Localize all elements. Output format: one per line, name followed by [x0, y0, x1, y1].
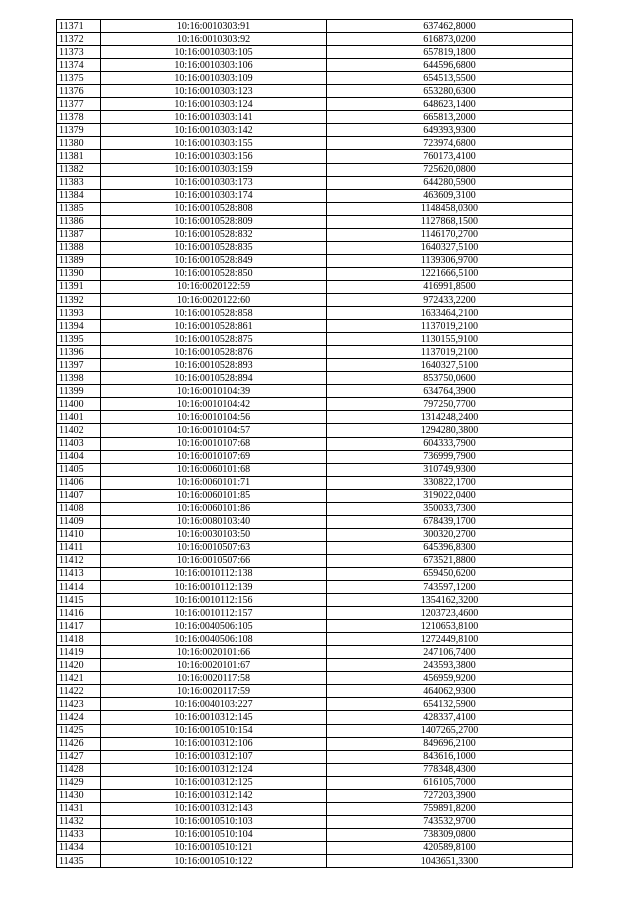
table-row [57, 737, 573, 750]
cadastral-value-cell: 1203723,4600 [327, 607, 573, 620]
cadastral-value-cell: 1407265,2700 [327, 724, 573, 737]
cadastral-number-cell: 10:16:0010303:123 [101, 85, 327, 98]
table-row [57, 163, 573, 176]
row-number-cell: 11386 [57, 215, 101, 228]
cadastral-number-cell: 10:16:0010312:107 [101, 750, 327, 763]
cadastral-number-cell: 10:16:0010510:104 [101, 828, 327, 841]
row-number-cell: 11381 [57, 150, 101, 163]
cadastral-number-cell: 10:16:0020101:67 [101, 659, 327, 672]
cadastral-value-cell: 760173,4100 [327, 150, 573, 163]
table-row [57, 541, 573, 554]
cadastral-value-cell: 604333,7900 [327, 437, 573, 450]
cadastral-number-cell: 10:16:0040103:227 [101, 698, 327, 711]
row-number-cell: 11383 [57, 176, 101, 189]
cadastral-number-cell: 10:16:0010528:858 [101, 307, 327, 320]
cadastral-number-cell: 10:16:0010510:154 [101, 724, 327, 737]
table-row [57, 398, 573, 411]
cadastral-number-cell: 10:16:0010312:145 [101, 711, 327, 724]
row-number-cell: 11415 [57, 594, 101, 607]
table-row [57, 828, 573, 841]
row-number-cell: 11407 [57, 489, 101, 502]
table-row [57, 254, 573, 267]
cadastral-value-cell: 1221666,5100 [327, 267, 573, 280]
row-number-cell: 11403 [57, 437, 101, 450]
cadastral-number-cell: 10:16:0030103:50 [101, 528, 327, 541]
cadastral-number-cell: 10:16:0010303:109 [101, 72, 327, 85]
table-row [57, 241, 573, 254]
table-row [57, 646, 573, 659]
row-number-cell: 11392 [57, 293, 101, 306]
cadastral-value-cell: 1139306,9700 [327, 254, 573, 267]
row-number-cell: 11397 [57, 359, 101, 372]
table-body [57, 20, 573, 868]
cadastral-value-cell: 654513,5500 [327, 72, 573, 85]
cadastral-value-cell: 759891,8200 [327, 802, 573, 815]
cadastral-value-cell: 849696,2100 [327, 737, 573, 750]
cadastral-value-cell: 616873,0200 [327, 33, 573, 46]
cadastral-number-cell: 10:16:0010312:125 [101, 776, 327, 789]
table-row [57, 424, 573, 437]
table-row [57, 33, 573, 46]
cadastral-value-cell: 1633464,2100 [327, 307, 573, 320]
row-number-cell: 11405 [57, 463, 101, 476]
table-row [57, 567, 573, 580]
cadastral-value-cell: 464062,9300 [327, 685, 573, 698]
table-row [57, 98, 573, 111]
cadastral-value-cell: 743532,9700 [327, 815, 573, 828]
cadastral-value-cell: 416991,8500 [327, 280, 573, 293]
table-row [57, 841, 573, 854]
cadastral-number-cell: 10:16:0010528:808 [101, 202, 327, 215]
cadastral-number-cell: 10:16:0010104:39 [101, 385, 327, 398]
cadastral-number-cell: 10:16:0010303:92 [101, 33, 327, 46]
cadastral-value-cell: 319022,0400 [327, 489, 573, 502]
table-row [57, 620, 573, 633]
cadastral-value-cell: 736999,7900 [327, 450, 573, 463]
cadastral-value-cell: 428337,4100 [327, 711, 573, 724]
cadastral-value-cell: 300320,2700 [327, 528, 573, 541]
table-row [57, 450, 573, 463]
row-number-cell: 11395 [57, 333, 101, 346]
cadastral-number-cell: 10:16:0010303:106 [101, 59, 327, 72]
cadastral-number-cell: 10:16:0010112:157 [101, 607, 327, 620]
table-row [57, 385, 573, 398]
cadastral-value-cell: 456959,9200 [327, 672, 573, 685]
cadastral-value-cell: 634764,3900 [327, 385, 573, 398]
cadastral-number-cell: 10:16:0010303:124 [101, 98, 327, 111]
cadastral-value-cell: 654132,5900 [327, 698, 573, 711]
cadastral-value-cell: 645396,8300 [327, 541, 573, 554]
cadastral-number-cell: 10:16:0060101:68 [101, 463, 327, 476]
row-number-cell: 11423 [57, 698, 101, 711]
table-row [57, 607, 573, 620]
row-number-cell: 11430 [57, 789, 101, 802]
row-number-cell: 11412 [57, 554, 101, 567]
table-row [57, 202, 573, 215]
table-row [57, 215, 573, 228]
cadastral-value-cell: 330822,1700 [327, 476, 573, 489]
cadastral-value-cell: 653280,6300 [327, 85, 573, 98]
table-row [57, 776, 573, 789]
row-number-cell: 11394 [57, 320, 101, 333]
cadastral-value-cell: 1294280,3800 [327, 424, 573, 437]
table-row [57, 724, 573, 737]
cadastral-number-cell: 10:16:0010112:138 [101, 567, 327, 580]
table-row [57, 594, 573, 607]
table-row [57, 293, 573, 306]
cadastral-value-cell: 644280,5900 [327, 176, 573, 189]
table-row [57, 307, 573, 320]
cadastral-number-cell: 10:16:0020122:60 [101, 293, 327, 306]
row-number-cell: 11389 [57, 254, 101, 267]
cadastral-value-cell: 797250,7700 [327, 398, 573, 411]
cadastral-number-cell: 10:16:0010303:156 [101, 150, 327, 163]
cadastral-value-cell: 843616,1000 [327, 750, 573, 763]
cadastral-number-cell: 10:16:0010510:103 [101, 815, 327, 828]
row-number-cell: 11390 [57, 267, 101, 280]
cadastral-value-cell: 1354162,3200 [327, 594, 573, 607]
row-number-cell: 11429 [57, 776, 101, 789]
cadastral-value-cell: 725620,0800 [327, 163, 573, 176]
cadastral-number-cell: 10:16:0010303:159 [101, 163, 327, 176]
cadastral-value-cell: 659450,6200 [327, 567, 573, 580]
cadastral-value-cell: 972433,2200 [327, 293, 573, 306]
row-number-cell: 11384 [57, 189, 101, 202]
table-row [57, 659, 573, 672]
cadastral-value-cell: 243593,3800 [327, 659, 573, 672]
row-number-cell: 11382 [57, 163, 101, 176]
row-number-cell: 11402 [57, 424, 101, 437]
table-row [57, 711, 573, 724]
cadastral-value-cell: 420589,8100 [327, 841, 573, 854]
cadastral-number-cell: 10:16:0020117:59 [101, 685, 327, 698]
row-number-cell: 11393 [57, 307, 101, 320]
table-row [57, 320, 573, 333]
cadastral-value-cell: 1148458,0300 [327, 202, 573, 215]
cadastral-number-cell: 10:16:0010104:56 [101, 411, 327, 424]
cadastral-value-cell: 1137019,2100 [327, 346, 573, 359]
cadastral-number-cell: 10:16:0010528:809 [101, 215, 327, 228]
cadastral-number-cell: 10:16:0010528:835 [101, 241, 327, 254]
row-number-cell: 11434 [57, 841, 101, 854]
cadastral-value-cell: 247106,7400 [327, 646, 573, 659]
row-number-cell: 11372 [57, 33, 101, 46]
cadastral-number-cell: 10:16:0010528:875 [101, 333, 327, 346]
cadastral-number-cell: 10:16:0020122:59 [101, 280, 327, 293]
cadastral-value-cell: 673521,8800 [327, 554, 573, 567]
cadastral-number-cell: 10:16:0010507:66 [101, 554, 327, 567]
row-number-cell: 11424 [57, 711, 101, 724]
cadastral-number-cell: 10:16:0010312:142 [101, 789, 327, 802]
row-number-cell: 11428 [57, 763, 101, 776]
cadastral-value-cell: 1640327,5100 [327, 241, 573, 254]
table-row [57, 411, 573, 424]
row-number-cell: 11408 [57, 502, 101, 515]
row-number-cell: 11406 [57, 476, 101, 489]
table-row [57, 789, 573, 802]
table-row [57, 124, 573, 137]
cadastral-value-cell: 616105,7000 [327, 776, 573, 789]
table-row [57, 333, 573, 346]
table-row [57, 137, 573, 150]
table-row [57, 280, 573, 293]
cadastral-value-cell: 657819,1800 [327, 46, 573, 59]
cadastral-value-cell: 310749,9300 [327, 463, 573, 476]
cadastral-value-cell: 743597,1200 [327, 581, 573, 594]
cadastral-number-cell: 10:16:0060101:86 [101, 502, 327, 515]
table-row [57, 855, 573, 868]
table-row [57, 685, 573, 698]
cadastral-number-cell: 10:16:0010528:832 [101, 228, 327, 241]
cadastral-value-cell: 665813,2000 [327, 111, 573, 124]
cadastral-value-cell: 637462,8000 [327, 20, 573, 33]
cadastral-value-cell: 648623,1400 [327, 98, 573, 111]
row-number-cell: 11416 [57, 607, 101, 620]
cadastral-number-cell: 10:16:0010528:893 [101, 359, 327, 372]
row-number-cell: 11433 [57, 828, 101, 841]
cadastral-value-cell: 778348,4300 [327, 763, 573, 776]
cadastral-value-cell: 1130155,9100 [327, 333, 573, 346]
table-row [57, 476, 573, 489]
cadastral-value-cell: 853750,0600 [327, 372, 573, 385]
cadastral-number-cell: 10:16:0010303:142 [101, 124, 327, 137]
cadastral-value-cell: 678439,1700 [327, 515, 573, 528]
row-number-cell: 11396 [57, 346, 101, 359]
table-row [57, 528, 573, 541]
table-row [57, 750, 573, 763]
table-row [57, 763, 573, 776]
cadastral-number-cell: 10:16:0010112:139 [101, 581, 327, 594]
row-number-cell: 11417 [57, 620, 101, 633]
cadastral-number-cell: 10:16:0010104:42 [101, 398, 327, 411]
table-row [57, 372, 573, 385]
cadastral-value-cell: 738309,0800 [327, 828, 573, 841]
cadastral-value-cell: 1640327,5100 [327, 359, 573, 372]
row-number-cell: 11414 [57, 581, 101, 594]
row-number-cell: 11391 [57, 280, 101, 293]
row-number-cell: 11388 [57, 241, 101, 254]
cadastral-number-cell: 10:16:0010303:155 [101, 137, 327, 150]
row-number-cell: 11420 [57, 659, 101, 672]
cadastral-number-cell: 10:16:0010510:122 [101, 855, 327, 868]
cadastral-number-cell: 10:16:0010510:121 [101, 841, 327, 854]
cadastral-number-cell: 10:16:0060101:71 [101, 476, 327, 489]
cadastral-number-cell: 10:16:0010312:124 [101, 763, 327, 776]
cadastral-value-cell: 1272449,8100 [327, 633, 573, 646]
row-number-cell: 11419 [57, 646, 101, 659]
table-row [57, 463, 573, 476]
table-row [57, 554, 573, 567]
row-number-cell: 11426 [57, 737, 101, 750]
row-number-cell: 11380 [57, 137, 101, 150]
row-number-cell: 11401 [57, 411, 101, 424]
cadastral-number-cell: 10:16:0060101:85 [101, 489, 327, 502]
table-row [57, 85, 573, 98]
cadastral-value-cell: 723974,6800 [327, 137, 573, 150]
cadastral-number-cell: 10:16:0010303:105 [101, 46, 327, 59]
row-number-cell: 11411 [57, 541, 101, 554]
cadastral-value-table [56, 19, 573, 868]
table-row [57, 698, 573, 711]
row-number-cell: 11374 [57, 59, 101, 72]
cadastral-value-cell: 1210653,8100 [327, 620, 573, 633]
cadastral-number-cell: 10:16:0010303:141 [101, 111, 327, 124]
row-number-cell: 11385 [57, 202, 101, 215]
row-number-cell: 11387 [57, 228, 101, 241]
cadastral-value-cell: 463609,3100 [327, 189, 573, 202]
row-number-cell: 11425 [57, 724, 101, 737]
cadastral-value-cell: 1137019,2100 [327, 320, 573, 333]
cadastral-number-cell: 10:16:0020117:58 [101, 672, 327, 685]
table-row [57, 581, 573, 594]
cadastral-value-cell: 350033,7300 [327, 502, 573, 515]
cadastral-number-cell: 10:16:0010112:156 [101, 594, 327, 607]
row-number-cell: 11432 [57, 815, 101, 828]
table-row [57, 59, 573, 72]
cadastral-number-cell: 10:16:0010303:173 [101, 176, 327, 189]
row-number-cell: 11421 [57, 672, 101, 685]
cadastral-value-cell: 1043651,3300 [327, 855, 573, 868]
table-row [57, 672, 573, 685]
row-number-cell: 11375 [57, 72, 101, 85]
row-number-cell: 11398 [57, 372, 101, 385]
table-row [57, 489, 573, 502]
cadastral-number-cell: 10:16:0010528:861 [101, 320, 327, 333]
row-number-cell: 11378 [57, 111, 101, 124]
row-number-cell: 11376 [57, 85, 101, 98]
cadastral-number-cell: 10:16:0010303:91 [101, 20, 327, 33]
cadastral-number-cell: 10:16:0010107:69 [101, 450, 327, 463]
table-row [57, 815, 573, 828]
table-row [57, 346, 573, 359]
cadastral-number-cell: 10:16:0010528:876 [101, 346, 327, 359]
cadastral-number-cell: 10:16:0020101:66 [101, 646, 327, 659]
table-row [57, 437, 573, 450]
cadastral-value-cell: 649393,9300 [327, 124, 573, 137]
cadastral-value-cell: 1127868,1500 [327, 215, 573, 228]
row-number-cell: 11410 [57, 528, 101, 541]
cadastral-value-cell: 644596,6800 [327, 59, 573, 72]
cadastral-number-cell: 10:16:0010528:894 [101, 372, 327, 385]
table-row [57, 802, 573, 815]
table-row [57, 228, 573, 241]
row-number-cell: 11399 [57, 385, 101, 398]
row-number-cell: 11431 [57, 802, 101, 815]
cadastral-number-cell: 10:16:0010312:106 [101, 737, 327, 750]
row-number-cell: 11418 [57, 633, 101, 646]
table-row [57, 111, 573, 124]
cadastral-number-cell: 10:16:0010528:850 [101, 267, 327, 280]
cadastral-value-cell: 1146170,2700 [327, 228, 573, 241]
table-row [57, 359, 573, 372]
table-row [57, 502, 573, 515]
row-number-cell: 11435 [57, 855, 101, 868]
row-number-cell: 11427 [57, 750, 101, 763]
cadastral-number-cell: 10:16:0040506:108 [101, 633, 327, 646]
cadastral-number-cell: 10:16:0080103:40 [101, 515, 327, 528]
row-number-cell: 11379 [57, 124, 101, 137]
row-number-cell: 11409 [57, 515, 101, 528]
cadastral-number-cell: 10:16:0040506:105 [101, 620, 327, 633]
cadastral-number-cell: 10:16:0010528:849 [101, 254, 327, 267]
cadastral-number-cell: 10:16:0010507:63 [101, 541, 327, 554]
table-row [57, 515, 573, 528]
row-number-cell: 11377 [57, 98, 101, 111]
table-row [57, 176, 573, 189]
table-row [57, 46, 573, 59]
cadastral-number-cell: 10:16:0010107:68 [101, 437, 327, 450]
cadastral-value-cell: 1314248,2400 [327, 411, 573, 424]
table-row [57, 72, 573, 85]
table-row [57, 20, 573, 33]
row-number-cell: 11400 [57, 398, 101, 411]
row-number-cell: 11404 [57, 450, 101, 463]
table-row [57, 267, 573, 280]
row-number-cell: 11413 [57, 567, 101, 580]
table-row [57, 189, 573, 202]
cadastral-number-cell: 10:16:0010303:174 [101, 189, 327, 202]
cadastral-number-cell: 10:16:0010104:57 [101, 424, 327, 437]
row-number-cell: 11371 [57, 20, 101, 33]
row-number-cell: 11373 [57, 46, 101, 59]
cadastral-value-cell: 727203,3900 [327, 789, 573, 802]
row-number-cell: 11422 [57, 685, 101, 698]
cadastral-number-cell: 10:16:0010312:143 [101, 802, 327, 815]
table-row [57, 150, 573, 163]
table-row [57, 633, 573, 646]
